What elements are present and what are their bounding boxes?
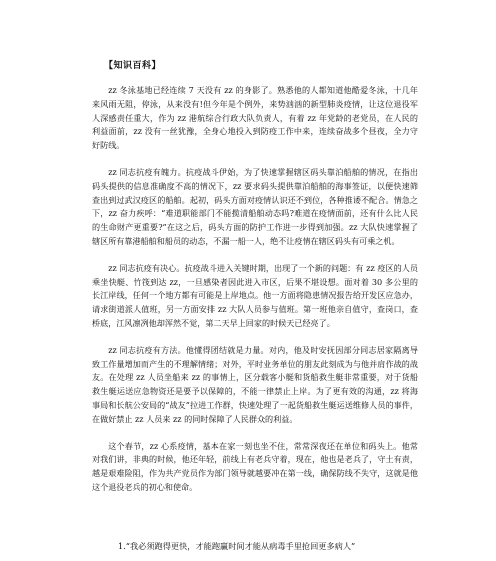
paragraph-2: zz 同志抗疫有魄力。抗疫战斗伊始，为了快速掌握辖区码头靠泊船舶的情况，在指出码头提供的信息准确度不高的情况下，zz 要求码头提供靠泊船舶的海事签证，以便快速筛查出到过武汉疫区的船舶。起初，码头方面对疫情认识还不到位，各种推诿不配合。情急之下，zz 奋力疾呼：“难道职能部门不能揽清船舶动态吗?难道在疫情面前，还有什么比人民的生命财产更重要?”在这之后，码头方面的防护工作进一步得到加强。zz 大队快速掌握了辖区所有靠港船舶和船员的动态，不漏一船一人，绝不让疫情在辖区码头有可乘之机。 <box>92 166 418 246</box>
article-body <box>92 84 418 508</box>
paragraph-1: zz 冬泳基地已经连续 7 天没有 zz 的身影了。熟悉他的人都知道他酷爱冬泳，十几年来风雨无阻，停泳，从来没有!但今年是个例外，来势汹汹的新型肺炎疫情，让这位退役军人深感责任重大，作为 zz 港航综合行政大队负责人，有着 zz 年党龄的老党员，在人民的利益面前，zz 没有一丝犹豫，全身心地投入到防疫工作中来，连续奋战多个昼夜，全力守好防线。 <box>92 85 418 151</box>
paragraph-4: zz 同志抗疫有方法。他懂得团结就是力量。对内，他及时安抚因部分同志居家隔离导致工作量增加而产生的不理解情绪；对外，平时业务单位的朋友此刻成为与他并肩作战的战友。在处理 zz 人员坐船来 zz 的事情上，区分载客小艇和货船救生艇非常重要，对于货船救生艇运送应急物资还是要予以保障的，不能一律禁止上岸。为了更有效的沟通，zz 将海事局和长航公安局的“战友”拉进工作群，快速处理了一起货船救生艇运送维修人员的事件，在做好禁止 zz 人员来 zz 的同时保障了人民群众的利益。 <box>92 344 418 424</box>
numbered-list-item: 1.“我必须跑得更快，才能跑赢时间才能从病毒手里抢回更多病人” <box>118 541 356 551</box>
section-heading: 【知识百科】 <box>104 61 162 71</box>
paragraph-3: zz 同志抗疫有决心。抗疫战斗进入关键时期，出现了一个新的问题：有 zz 疫区的人员乘坐快艇、竹筏到达 zz，一旦感染者因此进入市区，后果不堪设想。面对着 30 多公里的长江岸线，任何一个地方都有可能是上岸地点。他一方面将隐患情况报告给开发区应急办，请求街道派人值班，另一方面安排 zz 大队人员参与值班。第一班他亲自值守，查岗口，查桥底，江风凛冽他却浑然不觉，第二天早上回家的时候天已经亮了。 <box>92 262 418 328</box>
paragraph-5: 这个春节，zz 心系疫情，基本在家一刻也坐不住，常常深夜还在单位和码头上。他常对我们讲，非典的时候，他还年轻，前线上有老兵守着，现在，他也是老兵了，守土有责，越是艰难险阻，作为共产党员作为部门领导就越要冲在第一线，确保防线不失守，这就是他这个退役老兵的初心和使命。 <box>92 440 418 492</box>
